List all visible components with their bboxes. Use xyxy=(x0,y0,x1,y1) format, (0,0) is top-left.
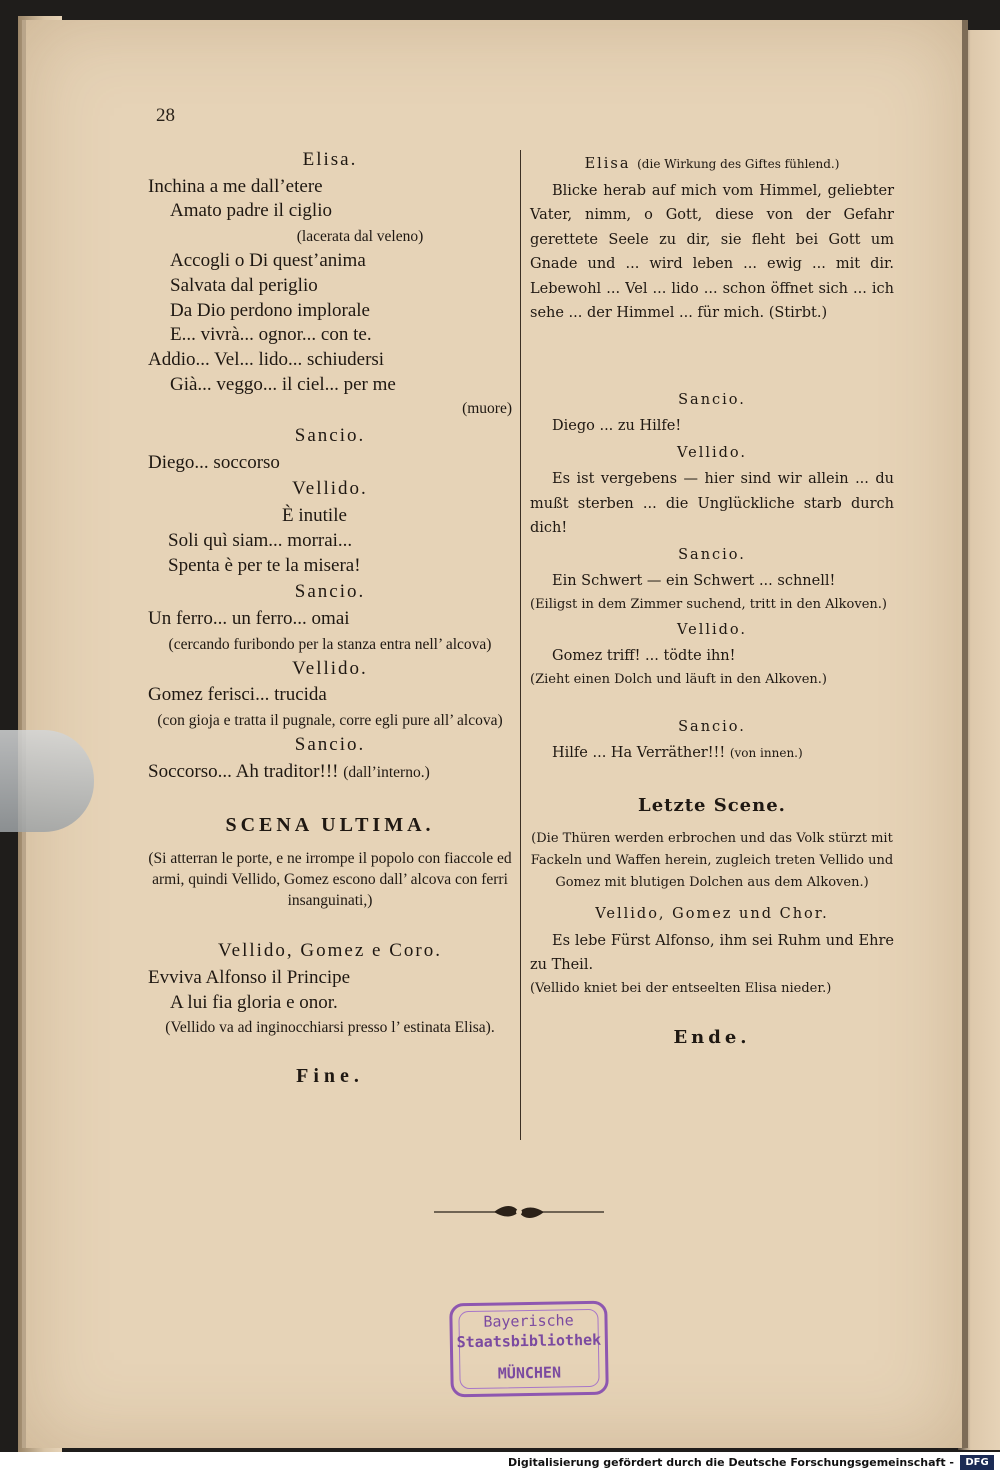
speaker-chorus: Vellido, Gomez e Coro. xyxy=(218,940,442,962)
stamp-line: MÜNCHEN xyxy=(497,1363,562,1383)
speaker-sancio: Sancio. xyxy=(678,391,746,408)
stage-direction: (Vellido kniet bei der entseelten Elisa nieder.) xyxy=(530,980,832,996)
page-number: 28 xyxy=(156,105,175,126)
speaker-vellido: Vellido. xyxy=(292,657,368,679)
stage-direction: (Eiligst in dem Zimmer suchend, tritt in den Alkoven.) xyxy=(530,596,887,612)
verse-line: Inchina a me dall’etere xyxy=(148,175,323,197)
stamp-line: Bayerische xyxy=(483,1311,574,1331)
stage-direction: (die Wirkung des Giftes fühlend.) xyxy=(637,157,840,171)
verse-line: Un ferro... un ferro... omai xyxy=(148,607,350,629)
verse-line xyxy=(148,760,512,786)
prose-text: Ein Schwert — ein Schwert ... schnell! xyxy=(552,573,836,589)
verse-line: Da Dio perdono implorale xyxy=(170,299,370,321)
ornament-divider xyxy=(434,1200,604,1224)
speaker-elisa: Elisa. xyxy=(302,149,358,170)
italian-column xyxy=(148,146,512,1089)
prose-text: Es ist vergebens — hier sind wir allein ... du mußt sterben ... die Unglückliche starb durch dich! xyxy=(530,471,894,536)
speaker-sancio: Sancio. xyxy=(294,581,366,603)
verse-line: Addio... Vel... lido... schiudersi xyxy=(148,348,385,370)
library-stamp xyxy=(449,1301,609,1398)
verse-line: Diego... soccorso xyxy=(148,451,280,473)
dfg-logo: DFG xyxy=(960,1455,994,1470)
speaker-sancio: Sancio. xyxy=(294,734,366,756)
speaker-elisa xyxy=(530,152,894,177)
end-marker: Ende. xyxy=(673,1026,751,1048)
scene-title: SCENA ULTIMA. xyxy=(225,814,435,837)
scene-title: Letzte Scene. xyxy=(638,794,786,816)
speaker-vellido: Vellido. xyxy=(292,478,368,500)
stage-direction: (cercando furibondo per la stanza entra nell’ alcova) xyxy=(168,635,492,653)
footer-text: Digitalisierung gefördert durch die Deutsche Forschungsgemeinschaft - xyxy=(507,1456,954,1469)
stage-direction: (Zieht einen Dolch und läuft in den Alkoven.) xyxy=(530,671,827,687)
speaker-sancio: Sancio. xyxy=(678,546,746,563)
verse-line: Amato padre il ciglio xyxy=(170,200,332,222)
speaker-vellido: Vellido. xyxy=(677,621,747,638)
digitization-footer xyxy=(0,1452,1000,1473)
stage-direction: (dall’interno.) xyxy=(343,763,430,781)
verse-line: E... vivrà... ognor... con te. xyxy=(170,324,372,346)
verse-line: È inutile xyxy=(282,505,347,527)
speaker-sancio: Sancio. xyxy=(678,718,746,735)
verse-line: Gomez ferisci... trucida xyxy=(148,684,327,706)
prose-text: Gomez triff! ... tödte ihn! xyxy=(552,648,736,664)
verse-line: Evviva Alfonso il Principe xyxy=(148,966,351,988)
verse-text: Soccorso... Ah traditor!!! xyxy=(148,760,339,782)
prose-line: Hilfe ... Ha Verräther!!! xyxy=(552,745,726,761)
prose-text: Diego ... zu Hilfe! xyxy=(552,418,682,434)
speaker-sancio: Sancio. xyxy=(294,425,366,447)
verse-line: Già... veggo... il ciel... per me xyxy=(170,373,396,395)
speaker-name: Elisa xyxy=(584,156,631,172)
speaker-chorus: Vellido, Gomez und Chor. xyxy=(595,906,829,922)
stage-direction: (von innen.) xyxy=(729,746,803,760)
prose-text: Es lebe Fürst Alfonso, ihm sei Ruhm und Ehre zu Theil. xyxy=(530,932,894,973)
verse-line: Salvata dal periglio xyxy=(170,274,318,296)
stage-direction: (Si atterran le porte, e ne irrompe il popolo con fiaccole ed armi, quindi Vellido, Gomez escono dall’ alcova con ferri insanguinati,) xyxy=(148,850,512,910)
verse-line: Spenta è per te la misera! xyxy=(168,554,361,576)
end-marker: Fine. xyxy=(296,1065,364,1088)
stage-direction: (con gioja e tratta il pugnale, corre egli pure all’ alcova) xyxy=(157,712,503,730)
verse-line: A lui fia gloria e onor. xyxy=(170,991,338,1013)
stage-direction: (muore) xyxy=(462,400,512,418)
speaker-vellido: Vellido. xyxy=(677,444,747,461)
german-column xyxy=(530,150,894,1050)
stamp-line: Staatsbibliothek xyxy=(456,1330,602,1352)
prose-text xyxy=(530,741,894,766)
scanner-page-clip xyxy=(0,730,94,832)
prose-text: Blicke herab auf mich vom Himmel, geliebter Vater, nimm, o Gott, diese von der Gefahr gerettete Seele zu dir, sie fleht bei Gott um Gnade und ... wird leben ... ewig ... mit dir. Lebewohl ... Vel ... lido ... schon öffnet sich ... ich sehe ... der Himmel ... für mich. (Stirbt.) xyxy=(530,182,894,321)
stage-direction: (Die Thüren werden erbrochen und das Volk stürzt mit Fackeln und Waffen herein, zugleich treten Vellido und Gomez mit blutigen Dolchen aus dem Alkoven.) xyxy=(530,831,894,890)
verse-line: Accogli o Di quest’anima xyxy=(170,250,366,272)
stage-direction: (Vellido va ad inginocchiarsi presso l’ estinata Elisa). xyxy=(165,1019,495,1037)
column-divider xyxy=(520,150,521,1140)
verse-line: Soli quì siam... morrai... xyxy=(168,529,353,551)
stage-direction: (lacerata dal veleno) xyxy=(296,228,424,246)
